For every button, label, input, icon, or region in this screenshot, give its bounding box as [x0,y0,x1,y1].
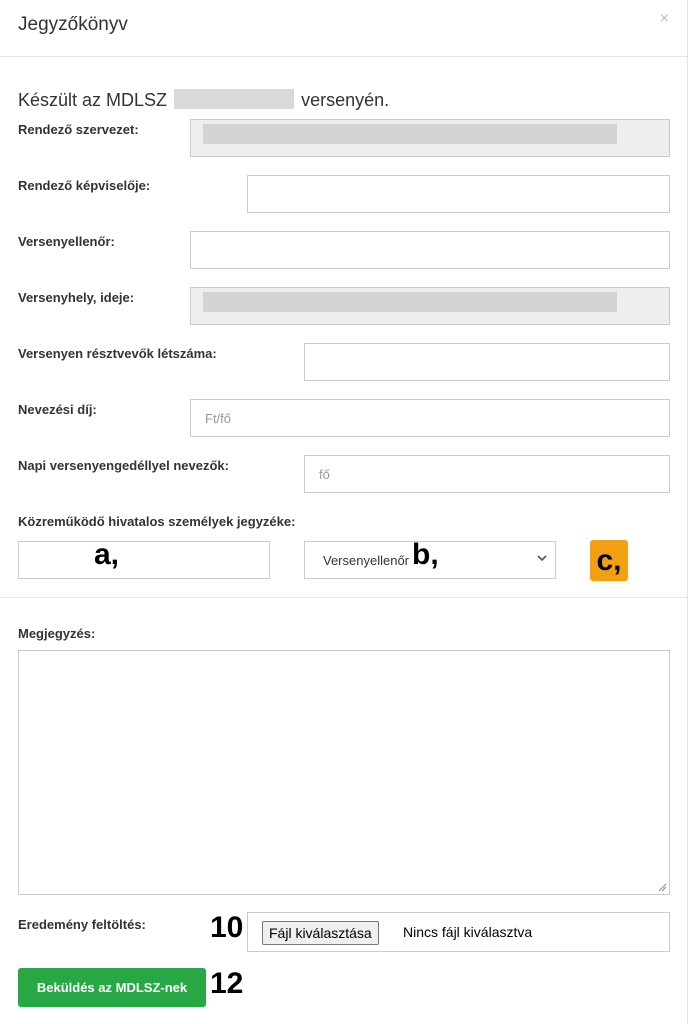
modal-title: Jegyzőkönyv [18,14,128,35]
redacted-competition-name [174,89,294,109]
submit-button[interactable]: Beküldés az MDLSZ-nek [18,968,206,1007]
fee-label: Nevezési díj: [18,402,97,417]
daily-license-input[interactable] [304,455,670,493]
close-icon[interactable]: × [659,10,669,27]
intro-prefix: Készült az MDLSZ [18,90,168,110]
annotation-10: 10 [210,911,244,944]
section-divider [0,597,687,598]
organizer-rep-input[interactable] [247,175,670,213]
organizer-rep-label: Rendező képviselője: [18,178,151,193]
resize-grip-icon[interactable] [657,882,667,892]
chevron-down-icon [535,551,549,565]
annotation-c-add-button[interactable] [590,540,628,581]
official-role-value: Versenyellenőr [323,552,409,568]
participants-label: Versenyen résztvevők létszáma: [18,346,217,361]
venue-field [190,287,670,325]
venue-label: Versenyhely, ideje: [18,290,135,305]
upload-label: Eredemény feltöltés: [18,917,146,932]
intro-suffix: versenyén. [301,90,390,110]
annotation-12: 12 [210,967,244,1000]
annotation-c: c, [596,543,622,577]
organizer-label: Rendező szervezet: [18,122,139,137]
daily-license-label: Napi versenyengedéllyel nevezők: [18,458,229,473]
officials-label: Közreműködő hivatalos személyek jegyzéke: [18,514,296,529]
official-name-input[interactable] [18,541,270,579]
annotation-a: a, [94,538,120,571]
modal-header [0,0,687,57]
file-upload-field[interactable] [247,912,670,952]
redacted-venue [203,292,617,312]
intro-text [18,89,389,111]
choose-file-button[interactable]: Fájl kiválasztása [262,921,379,945]
annotation-b: b, [412,538,439,571]
participants-input[interactable] [304,343,670,381]
daily-placeholder: fő [319,466,330,482]
fee-input[interactable] [190,399,670,437]
notes-label: Megjegyzés: [18,626,96,641]
supervisor-input[interactable] [190,231,670,269]
organizer-field [190,119,670,157]
file-status-text: Nincs fájl kiválasztva [403,924,533,940]
notes-textarea[interactable] [18,650,670,895]
supervisor-label: Versenyellenőr: [18,234,115,249]
redacted-organizer [203,124,617,144]
fee-placeholder: Ft/fő [205,410,232,426]
